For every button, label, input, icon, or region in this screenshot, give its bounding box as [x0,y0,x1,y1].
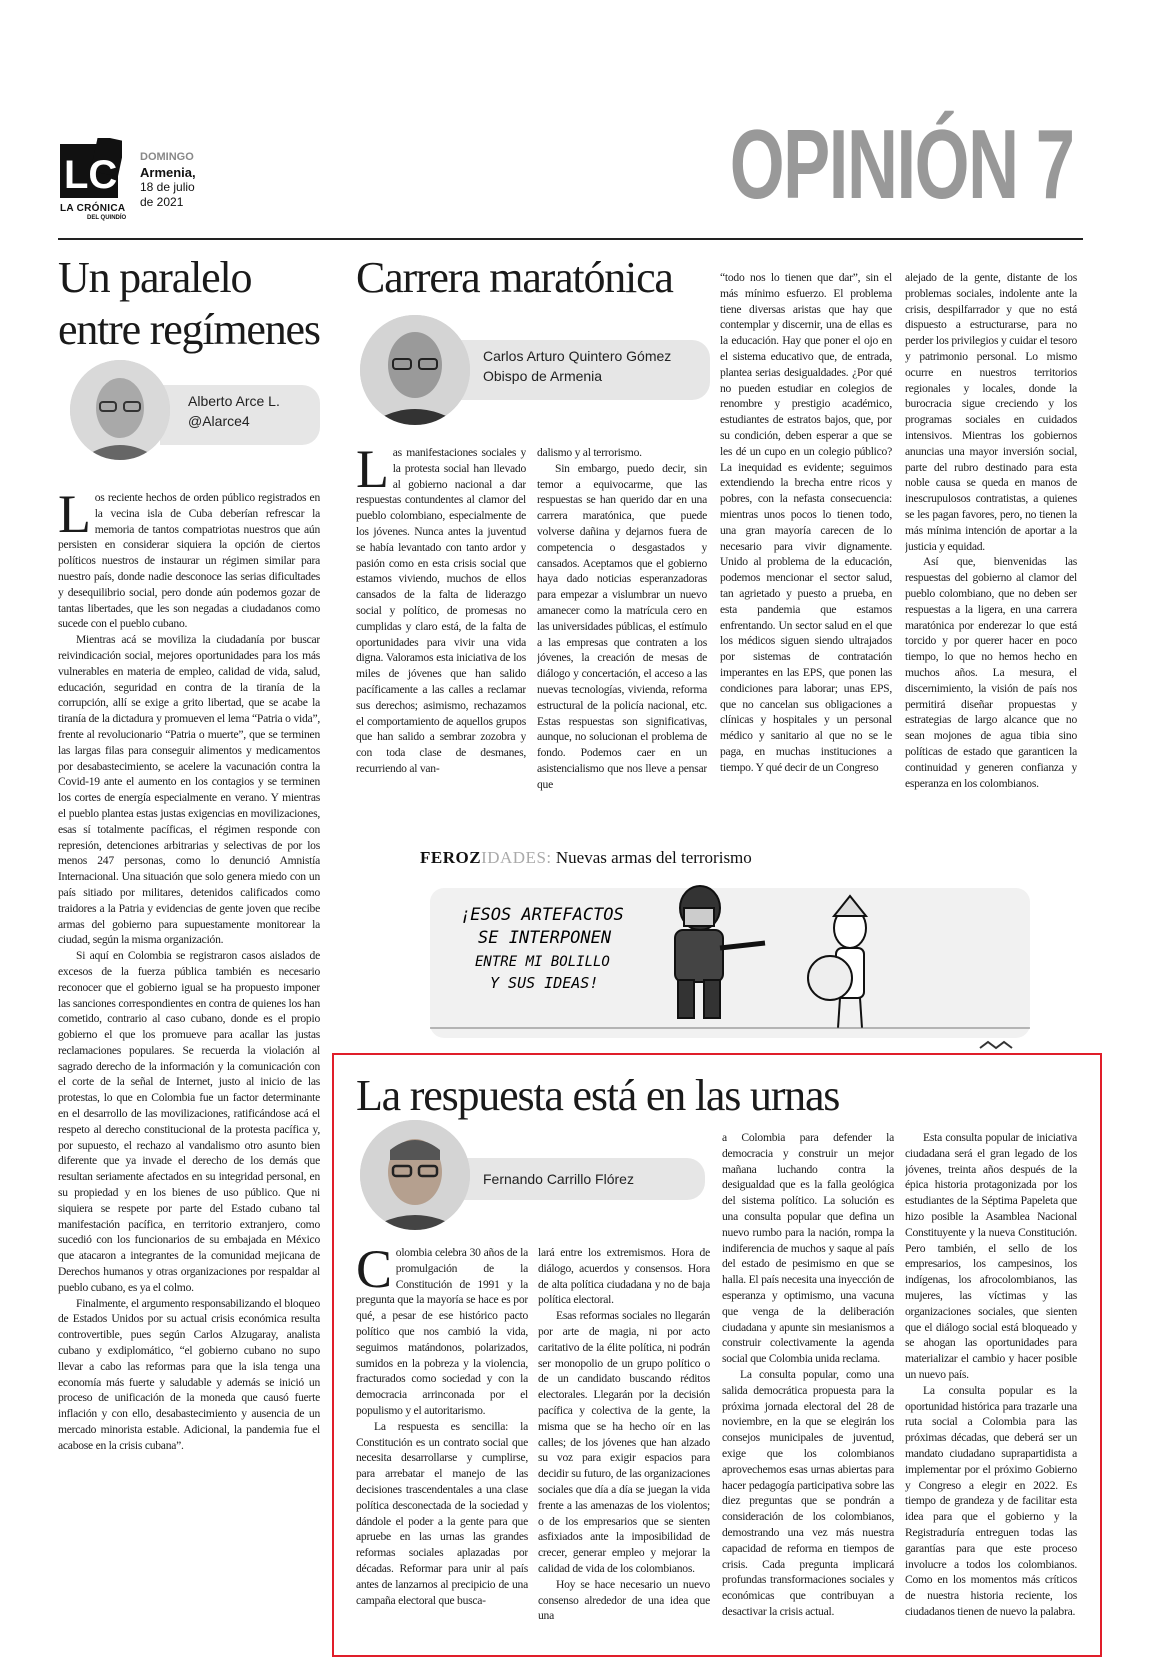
article3-paragraph: Esta consulta popular de iniciativa ciudadana será el gran legado de los jóvenes, treinta años después de la épica historia protagonizada por los estudiantes de la Séptima Papeleta que hizo posible la Asamblea Nacional Constituyente y la nueva Constitución. Pero también, el sello de los empresarios, los campesinos, los indígenas, los afrocolombianos, las mujeres, las víctimas y las organizaciones sociales, que sienten que el diálogo social está bloqueado y se ahogan las oportunidades para materializar el cambio y hacer posible un nuevo país. [905,1131,1077,1381]
article3-column-1 [356,1245,528,1635]
article3-paragraph: Esas reformas sociales no llegarán por arte de magia, ni por acto caritativo de la élite política, ni podrán ser monopolio de un grupo político o de un candidato buscando réditos electorales. Llegarán por la decisión pacífica y colectiva de la gente, la misma que se ha hecho oír en las calles; de los jóvenes que han alzado su voz para exigir espacios para decidir su futuro, de las organizaciones sociales que día a día se juegan la vida frente a las amenazas de los violentos; o de los empresarios que se sienten asfixiados ante la imposibilidad de crecer, generar empleo y mejorar la calidad de vida de los colombianos. [538,1309,710,1575]
article3-paragraph: olombia celebra 30 años de la promulgación de la Constitución de 1991 y la pregunta que la mayoría se hace es por qué, a pesar de ese histórico pacto político que nos cambió la vida, seguimos matándonos, polarizados, sumidos en la pobreza y la violencia, fracturados como sociedad y con la democracia arrinconada por el populismo y el autoritarismo. [356,1246,528,1417]
article2-role: Obispo de Armenia [483,368,603,384]
article2-column-2 [537,445,707,835]
section-title: OPINIÓN 7 [730,109,1074,219]
article3-byline [455,1158,705,1200]
article1-author: Alberto Arce L. [188,393,280,409]
article1-dropcap: L [58,490,91,544]
article2-dropcap: L [356,445,389,499]
logo-brand: LA CRÓNICA [60,203,126,214]
article3-dropcap: C [356,1245,392,1299]
weekday: DOMINGO [140,151,194,163]
city: Armenia, [140,165,196,180]
article1-byline [160,385,320,445]
article2-byline [455,340,710,400]
article3-headline: La respuesta está en las urnas [356,1071,840,1120]
article3-column-2 [538,1245,710,1635]
article1-paragraph: Mientras acá se moviliza la ciudadanía por buscar reivindicación social, mejores oportunidades para los más vulnerables en materia de empleo, calidad de vida, salud, educación, seguridad en contra de la tiranía de la corrupción, allí se exige a grito libertad, que se acabe la tiranía de la dictadura y promueven el lema “Patria o vida”, frente al revolucionario “Patria o muerte”, que se terminen las largas filas para conseguir alimentos y medicamentos por desabastecimiento, se acelere la vacunación contra la Covid-19 ante el aumento en los contagios y se terminen los cortes de energía especialmente en verano. Y mientras el pueblo plantea estas justas exigencias en movilizaciones, esas sí totalmente pacíficas, el régimen responde con represión, detenciones arbitrarias y selectivas de por los menos 247 personas, como lo denunció Amnistía Internacional. Una situación que solo genera miedo con un país sitiado por militares, detenidos calificados como traidores a la Patria y evidencias de gente joven que recibe armas del gobierno para supuestamente monitorear la ciudad, según la misma organización. [58,633,320,947]
article3-author-photo [360,1120,470,1230]
svg-text:ENTRE MI BOLILLO: ENTRE MI BOLILLO [475,954,610,970]
article1-paragraph: Si aquí en Colombia se registraron casos aislados de excesos de la fuerza pública también es necesario reconocer que el gobierno igual se ha propuesto imponer las sanciones correspondientes en contra de quienes los han cometido, contrario al caso cubano, donde es el propio gobierno el que los promueve para acallar las justas reclamaciones populares. Se recuerda la violación al sagrado derecho de la información y la comunicación con el corte de la señal de Internet, justo al inicio de las protestas, lo que en Colombia fue un factor determinante en el desarrollo de las movilizaciones, ratificándose acá el respeto al derecho constitucional de la protesta pacífica y, por supuesto, el rechazo al vandalismo otro asunto bien diferente que ya invade el derecho de los demás que resultan seriamente afectados en su integridad personal, en su propiedad y en los bienes de uso público. Que ni siquiera se respete por parte del Estado cubano tal manifestación pacífica, en territorio extranjero, como sucedió con los funcionarios de su embajada en México que atacaron a integrantes de la comunidad mejicana de Derechos humanos y otras organizaciones por respaldar al pueblo cubano, es ya el colmo. [58,949,320,1294]
article2-column-3 [720,270,892,830]
article1-body [58,490,320,1620]
header-rule [58,238,1083,240]
date-block [140,150,196,210]
article3-paragraph: a Colombia para defender la democracia y construir un mejor mañana luchando contra la desigualdad que es la falla geológica del sistema político. La solución es una consulta popular que defina un nuevo rumbo para la nación, rompa la indiferencia de muchos y saque al país del estado de pesimismo en que se halla. El país necesita una inyección de esperanza y optimismo, una vacuna que venga de la deliberación ciudadana y apunte sin mesianismos a construir colectivamente la agenda social que Colombia unida reclama. [722,1131,894,1366]
article1-paragraph: Finalmente, el argumento responsabilizando el bloqueo de Estados Unidos por su actual crisis económica resulta controvertible, pues según Carlos Alzugaray, analista cubano y exdiplomático, “el gobierno cubano no supo llevar a cabo las reformas para que la isla tenga una economía más fuerte y saludable y además se inició un proceso de unificación de la moneda que causó fuerte inflación y con ello, desabastecimiento y ausencia de un mercado minorista estable. Adicional, la pandemia fue el acabose en la crisis cubana”. [58,1296,320,1452]
svg-text:Y SUS IDEAS!: Y SUS IDEAS! [490,974,599,992]
article1-headline: Un paralelo entre regímenes [58,253,320,354]
article1-handle: @Alarce4 [188,413,250,429]
article2-column-1 [356,445,526,835]
article3-column-3 [722,1130,894,1635]
svg-text:SE INTERPONEN: SE INTERPONEN [478,928,612,948]
date-line-1: 18 de julio [140,180,195,194]
article1-paragraph: os reciente hechos de orden público registrados en la vecina isla de Cuba deberían refrescar la memoria de tantos compatriotas nuestros que aún persisten en considerar siquiera la opción de ciertos políticos nuestros de instaurar un régimen similar para nuestro país, donde nadie desconoce las serias dificultades y desequilibrio social, pero donde aún podemos gozar de tantas libertades, que les son negadas a ciudadanos como sucede con el pueblo cubano. [58,491,320,631]
article3-paragraph: Hoy se hace necesario un nuevo consenso alrededor de una idea que una [538,1577,710,1623]
cartoon-title-light: IDADES: [481,848,552,867]
article2-column-4 [905,270,1077,830]
logo [60,138,122,200]
article3-author: Fernando Carrillo Flórez [483,1171,634,1187]
article2-paragraph: as manifestaciones sociales y la protesta social han llevado al gobierno nacional a dar respuestas contundentes al clamor del pueblo colombiano, especialmente de los jóvenes. Nunca antes la juventud se había levantado con tanto ardor y pasión como en esta crisis social que estamos viviendo, muchos de ellos cansados de la falta de liderazgo social y político, de promesas no cumplidas y claro está, de la falta de oportunidades para vivir una vida digna. Valoramos esta iniciativa de los miles de jóvenes que han salido pacíficamente a las calles a reclamar sus derechos; asimismo, rechazamos el comportamiento de aquellos grupos que han salido a sembrar zozobra y con toda clase de desmanes, recurriendo al van- [356,446,526,775]
svg-text:LC: LC [64,153,118,197]
date-line-2: de 2021 [140,195,184,209]
article2-headline: Carrera maratónica [356,253,673,302]
article3-paragraph: La consulta popular, como una salida democrática propuesta para la próxima jornada electoral del 28 de noviembre, en la que se elegirán los consejos municipales de juventud, exige que los colombianos aprovechemos esas urnas abiertas para hacer pedagogía participativa sobre las diez preguntas que se pondrán a consideración de los colombianos, demostrando una vez más nuestra capacidad de reforma en tiempos de crisis. Cada pregunta implicará profundas transformaciones sociales y económicas que contribuyan a desactivar la crisis actual. [722,1367,894,1618]
article2-paragraph: alejado de la gente, distante de los problemas sociales, indolente ante la crisis, despilfarrador y que no está dispuesto a estructurarse, para no perder los privilegios y cuidar el tesoro y patrimonio personal. Lo mismo ocurre en nuestros territorios regionales y locales, donde la burocracia sigue creciendo y los programas sociales en cuidados intensivos. Mientras los gobiernos anuncias una mayor inversión social, parte del rubro destinado para esta noble causa se queda en manos de inescrupulosos contratistas, a quienes se les pagan favores, pero, no tienen la más mínima intención de aportar a la justicia y equidad. [905,271,1077,553]
article3-paragraph: La respuesta es sencilla: la Constitución es un contrato social que necesita desarrollarse y cumplirse, para arrebatar el manejo de las decisiones trascendentales a una clase política desconectada de la sociedad y dándole el poder a la gente para que apruebe en las urnas las grandes reformas sociales aplazadas por décadas. Reformar para unir al país antes de lanzarnos al precipicio de una campaña electoral que busca- [356,1419,528,1607]
article2-paragraph: Sin embargo, puedo decir, sin temor a equivocarme, que las respuestas se han querido dar en una carrera maratónica, que puede volverse dañina y dejarnos fuera de competencia o desgastados y cansados. Aceptamos que el gobierno haya dado noticias esperanzadoras para empezar a vislumbrar un nuevo amanecer como la matrícula cero en las universidades públicas, el estímulo a las empresas que contraten a los jóvenes, la creación de mesas de diálogo y concertación, el acceso a las nuevas tecnologías, vivienda, reforma estructural de la policía nacional, etc. Estas respuestas son significativas, aunque, no solucionan el problema de fondo. Podemos caer en un asistencialismo que nos lleve a pensar que [537,461,707,791]
article3-column-4 [905,1130,1077,1635]
cartoon-title [420,848,752,868]
article3-paragraph: La consulta popular es la oportunidad histórica para trazarle una ruta social a Colombia para las próximas décadas, que deberá ser un mandato ciudadano suprapartidista a implementar por el próximo Gobierno y Congreso a elegir en 2022. Es tiempo de grandeza y de facilitar esta idea para que el gobierno y la Registraduría entreguen todas las garantías para que este proceso involucre a todos los colombianos. Como en los momentos más críticos de nuestra historia reciente, los ciudadanos tienen de nuevo la palabra. [905,1383,1077,1618]
logo-sub: DEL QUINDÍO [87,215,127,221]
article3-paragraph: lará entre los extremismos. Hora de diálogo, acuerdos y consensos. Hora de alta política ciudadana y no de baja política electoral. [538,1246,710,1307]
article2-paragraph: Así que, bienvenidas las respuestas del gobierno al clamor del pueblo colombiano, que no deben ser respuestas a la ligera, en una carrera maratónica por enderezar lo que está torcido y por querer hacer en poco tiempo, lo que no hemos hecho en muchos años. La mesura, el discernimiento, la visión de país nos permitirá diseñar propuestas y estrategias de largo alcance que no sean mojones de agua tibia sino políticas de estado que garanticen la continuidad y generen confianza y esperanza en los colombianos. [905,555,1077,790]
article2-author-photo [360,315,470,425]
cartoon-title-bold: FEROZ [420,848,482,867]
article2-paragraph: dalismo y al terrorismo. [537,446,642,459]
article2-paragraph: “todo nos lo tienen que dar”, sin el más mínimo esfuerzo. El problema tiene diversas aristas que hay que contemplar y discernir, una de ellas es la educación. Hay que poner el ojo en el sistema educativo que, de entrada, plantea serias desigualdades. ¿Por qué no pueden estudiar en colegios de renombre y prestigio académico, estudiantes de estratos bajos, que, por su condición, deben esperar a que se les dé un cupo en un colegio público? La inequidad es evidente; seguimos extendiendo la brecha entre ricos y pobres, con la nefasta consecuencia: mientras unos pocos lo tienen todo, una gran mayoría carecen de lo necesario para vivir dignamente. Unido al problema de la educación, podemos mencionar el sector salud, tan agrietado y puesto a prueba, en esta pandemia que estamos enfrentando. Un sector salud en el que los médicos siguen siendo ultrajados por sistemas de contratación imperantes en las EPS, que ponen las condiciones para laborar; unas EPS, que no cancelan sus obligaciones a clínicas y hospitales y un personal médico y sanitario al que no se le paga, en muchas instituciones a tiempo. Y qué decir de un Congreso [720,271,892,774]
article1-author-photo [70,360,170,460]
svg-text:¡ESOS ARTEFACTOS: ¡ESOS ARTEFACTOS [460,905,624,925]
article2-author: Carlos Arturo Quintero Gómez [483,348,672,364]
cartoon-title-rest: Nuevas armas del terrorismo [551,848,752,867]
editorial-cartoon [420,868,1060,1058]
